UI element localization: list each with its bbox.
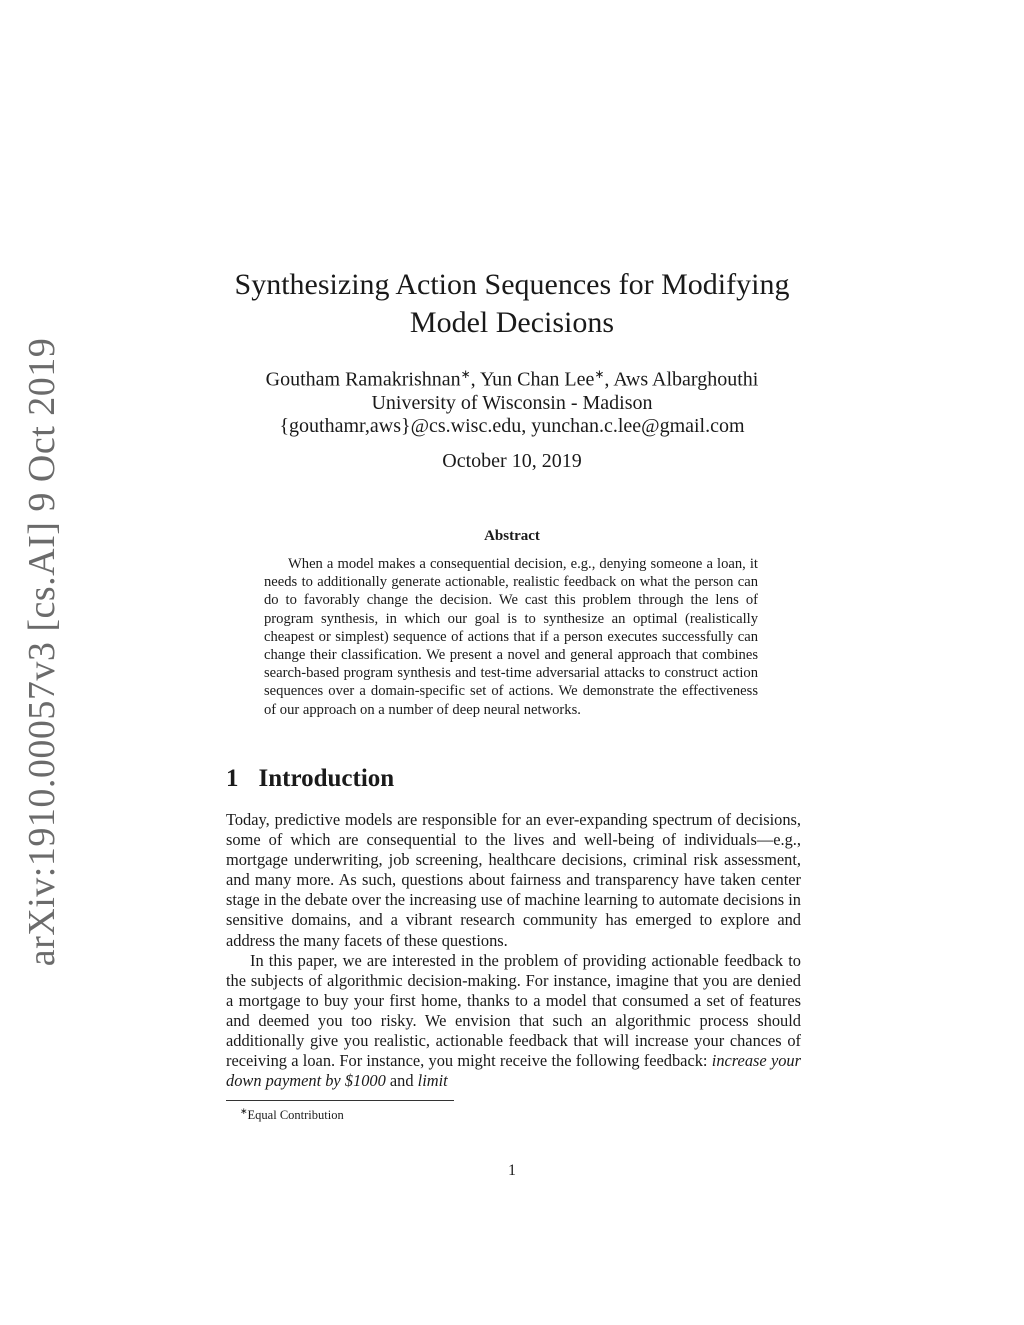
- author-list: Goutham Ramakrishnan∗, Yun Chan Lee∗, Aws Albarghouthi: [265, 367, 759, 391]
- italic-example: increase your down payment by $1000: [226, 1051, 802, 1091]
- footnote: [240, 1104, 344, 1123]
- author-name: Aws Albarghouthi: [613, 368, 759, 391]
- footnote-divider: [226, 1100, 454, 1101]
- section-heading: [226, 765, 394, 793]
- italic-example: limit: [417, 1071, 448, 1091]
- author-emails[interactable]: {gouthamr,aws}@cs.wisc.edu, yunchan.c.lee@gmail.com: [279, 414, 745, 437]
- abstract-text: When a model makes a consequential decision, e.g., denying someone a loan, it needs to additionally generate actionable, realistic feedback on what the person can do to favorably change the decision. We cast this problem through the lens of program synthesis, in which our goal is to synthesize an optimal (realistically cheapest or simplest) sequence of actions that if a person executes successfully can change their classification. We present a novel and general approach that combines search-based program synthesis and test-time adversarial attacks to construct action sequences over a domain-specific set of actions. We demonstrate the effectiveness of our approach on a number of deep neural networks.: [264, 556, 758, 718]
- abstract-heading: Abstract: [484, 528, 540, 544]
- footnote-text: Equal Contribution: [247, 1108, 344, 1123]
- section-title: Introduction: [258, 765, 395, 792]
- section-number: 1: [226, 765, 239, 792]
- author-block: [212, 363, 812, 438]
- page-number: 1: [508, 1162, 516, 1179]
- arxiv-identifier[interactable]: arXiv:1910.00057v3 [cs.AI] 9 Oct 2019: [21, 337, 63, 967]
- author-name: Goutham Ramakrishnan: [265, 368, 461, 391]
- paragraph: Today, predictive models are responsible for an ever-expanding spectrum of decisions, some of which are consequential to the lives and well-being of individuals—e.g., mortgage underwriting, job screening, healthcare decisions, criminal risk assessment, and many more. As such, questions about fairness and transparency have taken center stage in the debate over the increasing use of machine learning to automate decisions in sensitive domains, and a vibrant research community has emerged to explore and address the many facets of these questions.: [226, 810, 801, 950]
- author-name: Yun Chan Lee: [479, 368, 595, 391]
- publication-date: October 10, 2019: [442, 450, 582, 472]
- title-line-1: Synthesizing Action Sequences for Modifying: [234, 268, 790, 301]
- paragraph: In this paper, we are interested in the problem of providing actionable feedback to the subjects of algorithmic decision-making. For instance, imagine that you are denied a mortgage to buy your first home, thanks to a model that consumed a set of features and deemed you too risky. We envision that such an algorithmic process should additionally give you realistic, actionable feedback that will increase your chances of receiving a loan. For instance, you might receive the following feedback: increase your down payment by $1000 and limit: [226, 950, 802, 1091]
- title-line-2: Model Decisions: [409, 306, 615, 339]
- equal-contribution-mark: ∗: [460, 367, 471, 381]
- paper-title: [212, 266, 812, 342]
- introduction-body: [226, 810, 801, 1091]
- equal-contribution-mark: ∗: [594, 367, 605, 381]
- footnote-mark: ∗: [240, 1106, 248, 1116]
- affiliation: University of Wisconsin - Madison: [371, 391, 653, 414]
